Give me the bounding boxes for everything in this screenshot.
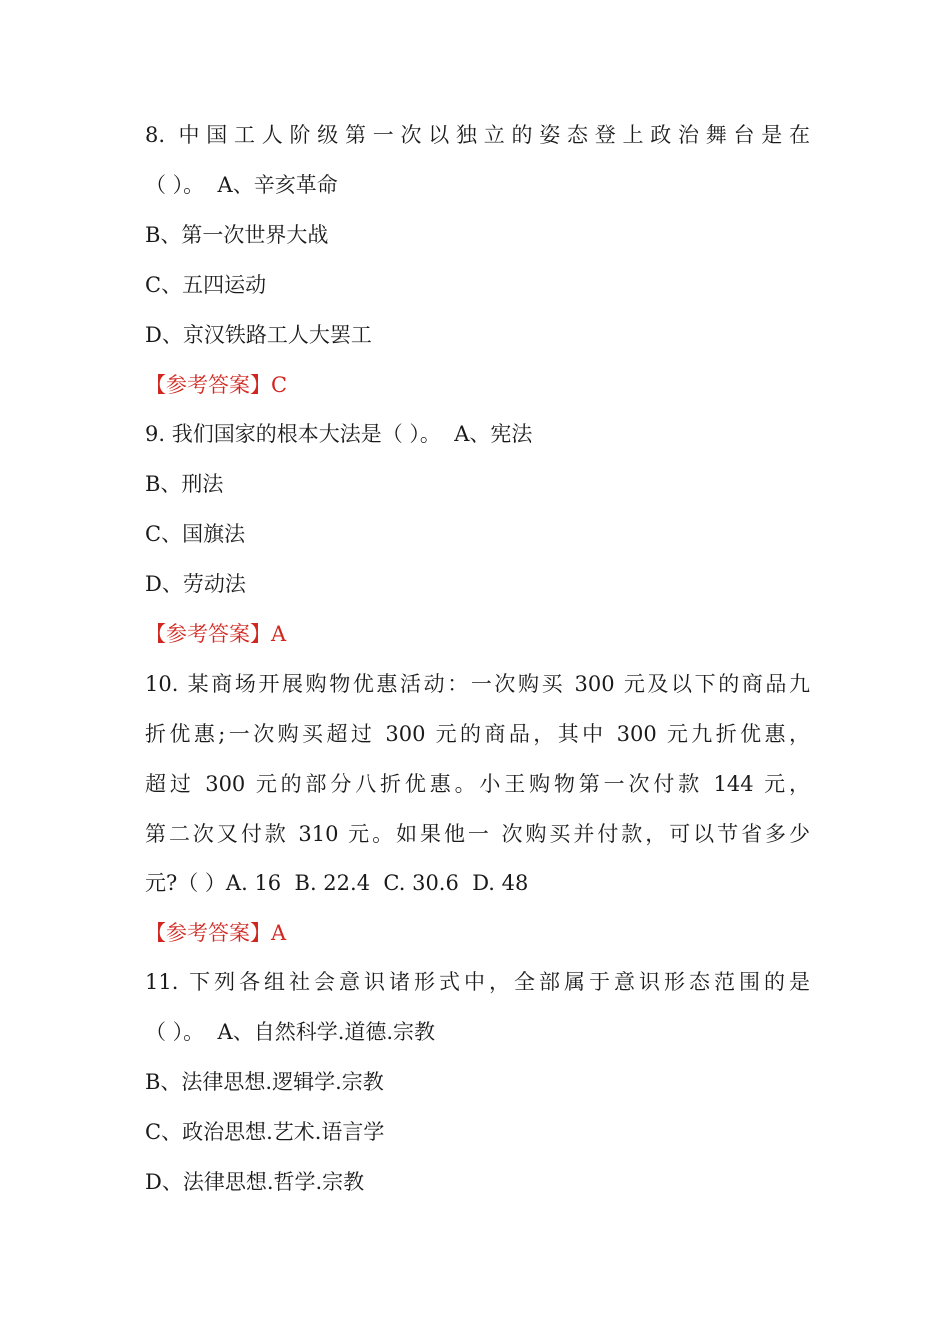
question-10-options: 元?（ ）A. 16 B. 22.4 C. 30.6 D. 48 <box>145 871 529 895</box>
question-10-stem-line-3: 超过 300 元的部分八折优惠。小王购物第一次付款 144 元， <box>145 772 810 796</box>
question-10-stem-line-1: 10. 某商场开展购物优惠活动：一次购买 300 元及以下的商品九 <box>145 672 810 696</box>
question-11-stem-line-2: （ ）。 A、自然科学.道德.宗教 <box>145 1020 436 1044</box>
question-11-option-b: B、法律思想.逻辑学.宗教 <box>145 1070 384 1094</box>
question-11-stem-line-1: 11. 下列各组社会意识诸形式中，全部属于意识形态范围的是 <box>145 970 810 994</box>
question-8-stem-line-1: 8. 中国工人阶级第一次以独立的姿态登上政治舞台是在 <box>145 123 810 147</box>
question-8-option-d: D、京汉铁路工人大罢工 <box>145 323 372 347</box>
question-8-answer: 【参考答案】C <box>145 373 288 397</box>
question-10-answer: 【参考答案】A <box>145 921 287 945</box>
question-9-answer: 【参考答案】A <box>145 622 287 646</box>
question-10-stem-line-4: 第二次又付款 310 元。如果他一 次购买并付款，可以节省多少 <box>145 822 810 846</box>
question-9-option-d: D、劳动法 <box>145 572 246 596</box>
question-11-option-d: D、法律思想.哲学.宗教 <box>145 1170 365 1194</box>
question-9-option-c: C、国旗法 <box>145 522 246 546</box>
question-8-stem-line-2: （ ）。 A、辛亥革命 <box>145 173 338 197</box>
question-9-option-b: B、刑法 <box>145 472 224 496</box>
question-11-option-c: C、政治思想.艺术.语言学 <box>145 1120 385 1144</box>
question-8-option-b: B、第一次世界大战 <box>145 223 329 247</box>
question-10-stem-line-2: 折优惠;一次购买超过 300 元的商品，其中 300 元九折优惠， <box>145 722 810 746</box>
question-8-option-c: C、五四运动 <box>145 273 267 297</box>
question-9-stem: 9. 我们国家的根本大法是（ ）。 A、宪法 <box>145 422 533 446</box>
